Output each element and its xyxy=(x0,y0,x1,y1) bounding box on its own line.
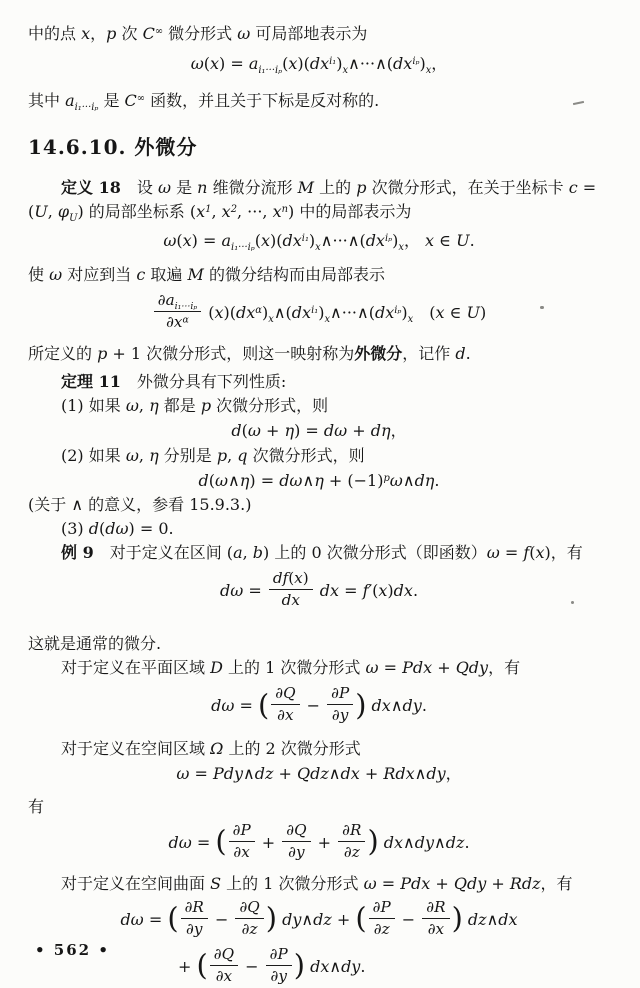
paragraph-space-region: 对于定义在空间区域 Ω 上的 2 次微分形式 xyxy=(61,739,361,759)
property-1: (1) 如果 ω, η 都是 p 次微分形式，则 xyxy=(61,396,329,416)
wedge-note: (关于 ∧ 的意义，参看 15.9.3.) xyxy=(28,495,252,515)
scan-artifact-dot xyxy=(571,601,574,604)
paragraph-have: 有 xyxy=(28,796,45,816)
formula-plane: dω = ( $\frac{\partial Q}{\partial x}$ − $\frac{\partial P}{\partial y}$ ) dx∧dy. xyxy=(211,684,427,725)
property-3: (3) d(dω) = 0. xyxy=(61,519,174,539)
page-number: • 562 • xyxy=(35,941,110,959)
formula-curl-line1: dω = ( $\frac{\partial R}{\partial y}$ − $\frac{\partial Q}{\partial z}$ ) dy∧dz + ( $\frac{\partial P}{\partial z}$ − $\frac{\partial R}{\partial x}$ ) dz∧dx xyxy=(120,897,518,938)
definition-18-line1: 定义 18 设 ω 是 n 维微分流形 M 上的 p 次微分形式，在关于坐标卡 c = xyxy=(61,177,597,197)
paragraph-mapping: 使 ω 对应到当 c 取遍 M 的微分结构而由局部表示 xyxy=(28,265,385,285)
section-heading: 14.6.10. 外微分 xyxy=(28,134,198,159)
example-9: 例 9 对于定义在区间 (a, b) 上的 0 次微分形式（即函数）ω = f(x)，有 xyxy=(61,543,583,563)
paragraph-antisymmetric: 其中 $a_{i_1\cdot\cdot\cdot i_p}$ 是 C∞ 函数，并且关于下标是反对称的. xyxy=(28,90,380,113)
paragraph-plane-region: 对于定义在平面区域 D 上的 1 次微分形式 ω = Pdx + Qdy，有 xyxy=(61,658,521,678)
paragraph-intro: 中的点 x，p 次 C∞ 微分形式 ω 可局部地表示为 xyxy=(28,24,368,43)
formula-local-representation: $\omega(x) = a_{i_1\cdot\cdot\cdot i_p}(x)(dx^{i_1})_x\wedge\cdot\cdot\cdot\wedge(dx^{i_p})_x$， xyxy=(190,54,448,76)
formula-leibniz: d(ω∧η) = dω∧η + $(-1)^p\omega\wedge d\eta$. xyxy=(198,470,440,490)
formula-additivity: d(ω + η) = dω + dη， xyxy=(231,421,407,441)
definition-18-line2: (U, $\varphi_U$) 的局部坐标系 ($x^1$, $x^2$, ···, $x^n$) 中的局部表示为 xyxy=(28,201,412,224)
paragraph-usual-differential: 这就是通常的微分. xyxy=(28,634,162,654)
theorem-11: 定理 11 外微分具有下列性质: xyxy=(61,372,287,392)
formula-example-9: dω = $\frac{df(x)}{dx}$ dx = f′(x)dx. xyxy=(219,569,419,610)
formula-definition: $\omega(x) = a_{i_1\cdot\cdot\cdot i_p}(x)(dx^{i_1})_x\wedge\cdot\cdot\cdot\wedge(dx^{i_p})_x$， x ∈ U. xyxy=(163,230,475,253)
paragraph-surface: 对于定义在空间曲面 S 上的 1 次微分形式 ω = Pdx + Qdy + Rdz，有 xyxy=(61,873,573,893)
paragraph-defined: 所定义的 p + 1 次微分形式，则这一映射称为外微分，记作 d. xyxy=(28,344,471,364)
property-2: (2) 如果 ω, η 分别是 p, q 次微分形式，则 xyxy=(61,445,365,465)
scan-artifact-tick xyxy=(540,306,544,309)
formula-curl-line2: + ( $\frac{\partial Q}{\partial x}$ − $\frac{\partial P}{\partial y}$ ) dx∧dy. xyxy=(178,944,366,985)
formula-2form: ω = Pdy∧dz + Qdz∧dx + Rdx∧dy， xyxy=(176,764,462,784)
formula-exterior-derivative: $\frac{\partial a_{i_1\cdot\cdot\cdot i_p}}{\partial x^\alpha}$ $(x)(dx^\alpha)_x\wedge(dx^{i_1})_x\wedge\cdot\cdot\cdot\wedge(dx^{i_p})_x$ (x ∈ U) xyxy=(28,293,610,334)
formula-divergence: dω = ( $\frac{\partial P}{\partial x}$ + $\frac{\partial Q}{\partial y}$ + $\frac{\partial R}{\partial z}$ ) dx∧dy∧dz. xyxy=(168,820,470,861)
